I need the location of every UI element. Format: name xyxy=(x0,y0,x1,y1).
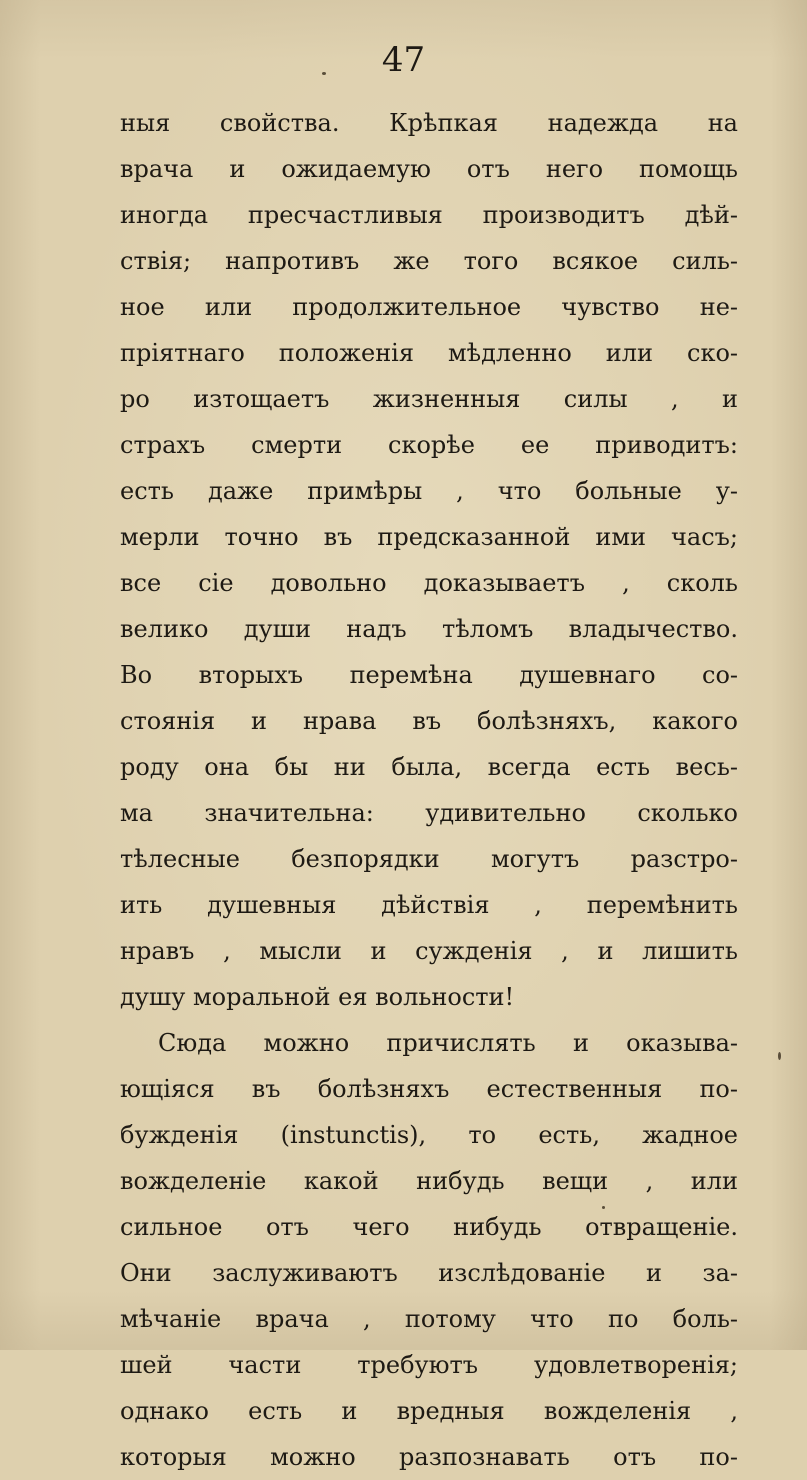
text-line: бужденія (instunctis), то есть, жадное xyxy=(120,1121,738,1149)
text-line: Сюда можно причислять и оказыва- xyxy=(158,1029,738,1057)
text-line: страхъ смерти скорѣе ее приводитъ: xyxy=(120,431,738,459)
body-text xyxy=(120,100,738,1480)
text-line: ное или продолжительное чувство не- xyxy=(120,293,738,321)
page-number: 47 xyxy=(381,40,426,80)
text-line: иногда пресчастливыя производитъ дѣй- xyxy=(120,201,738,229)
ink-speck xyxy=(602,1206,605,1209)
text-line: стоянія и нрава въ болѣзняхъ, какого xyxy=(120,707,738,735)
text-line: пріятнаго положенія мѣдленно или ско- xyxy=(120,339,738,367)
text-line: душу моральной ея вольности! xyxy=(120,983,515,1011)
text-line: нравъ , мысли и сужденія , и лишить xyxy=(120,937,738,965)
text-line: роду она бы ни была, всегда есть весь- xyxy=(120,753,738,781)
text-line: однако есть и вредныя вожделенія , xyxy=(120,1397,738,1425)
text-line: Во вторыхъ перемѣна душевнаго со- xyxy=(120,661,738,689)
text-line: ить душевныя дѣйствія , перемѣнить xyxy=(120,891,738,919)
text-line: которыя можно разпознавать отъ по- xyxy=(120,1443,738,1471)
text-line: ствія; напротивъ же того всякое силь- xyxy=(120,247,738,275)
text-line: мерли точно въ предсказанной ими часъ; xyxy=(120,523,738,551)
text-line: сильное отъ чего нибудь отвращеніе. xyxy=(120,1213,738,1241)
text-line: ро изтощаетъ жизненныя силы , и xyxy=(120,385,738,413)
text-line: врача и ожидаемую отъ него помощь xyxy=(120,155,738,183)
text-line: вожделеніе какой нибудь вещи , или xyxy=(120,1167,738,1195)
text-line: ныя свойства. Крѣпкая надежда на xyxy=(120,109,738,137)
text-line: шей части требуютъ удовлетворенія; xyxy=(120,1351,738,1379)
text-line: Они заслуживаютъ изслѣдованіе и за- xyxy=(120,1259,738,1287)
text-line: есть даже примѣры , что больные у- xyxy=(120,477,738,505)
text-line: тѣлесные безпорядки могутъ разстро- xyxy=(120,845,738,873)
text-line: мѣчаніе врача , потому что по боль- xyxy=(120,1305,738,1333)
text-line: ющіяся въ болѣзняхъ естественныя по- xyxy=(120,1075,738,1103)
ink-speck xyxy=(322,72,326,75)
text-line: ма значительна: удивительно сколько xyxy=(120,799,738,827)
ink-speck xyxy=(778,1052,781,1060)
text-line: велико души надъ тѣломъ владычество. xyxy=(120,615,738,643)
text-line: все сіе довольно доказываетъ , сколь xyxy=(120,569,738,597)
